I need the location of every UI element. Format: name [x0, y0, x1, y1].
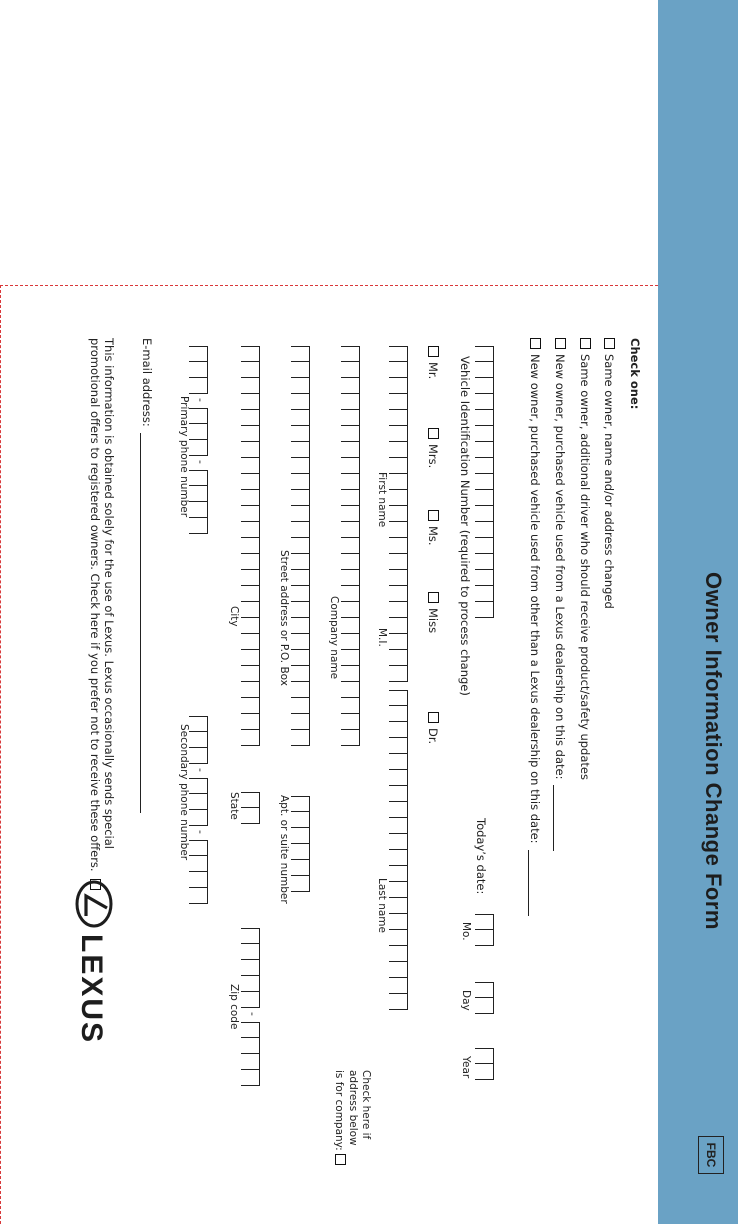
vin-label: Vehicle Identification Number (required to process change) — [458, 356, 472, 696]
input-cell[interactable] — [389, 474, 407, 490]
input-cell[interactable] — [241, 1070, 259, 1086]
email-line[interactable] — [140, 433, 153, 813]
input-cell[interactable] — [241, 960, 259, 976]
input-cell[interactable] — [389, 770, 407, 786]
input-cell[interactable] — [291, 362, 309, 378]
input-cell[interactable] — [389, 586, 407, 602]
input-cell[interactable] — [389, 882, 407, 898]
date-line[interactable] — [553, 785, 566, 851]
input-cell[interactable] — [475, 442, 493, 458]
input-cell[interactable] — [475, 490, 493, 506]
input-cell[interactable] — [341, 650, 359, 666]
input-cell[interactable] — [389, 618, 407, 634]
input-cell[interactable] — [241, 730, 259, 746]
input-cell[interactable] — [241, 490, 259, 506]
input-cell[interactable] — [341, 570, 359, 586]
input-cell[interactable] — [389, 570, 407, 586]
input-cell[interactable] — [189, 794, 207, 810]
year-field[interactable] — [475, 1048, 494, 1080]
input-cell[interactable] — [189, 810, 207, 826]
checkbox-icon[interactable] — [428, 712, 439, 723]
salutation-miss[interactable]: Miss — [426, 592, 440, 633]
input-cell[interactable] — [189, 408, 207, 424]
input-cell[interactable] — [241, 506, 259, 522]
input-cell[interactable] — [189, 840, 207, 856]
input-cell[interactable] — [341, 410, 359, 426]
apt-label: Apt. or suite number — [278, 795, 290, 904]
input-cell[interactable] — [241, 792, 259, 808]
input-cell[interactable] — [475, 522, 493, 538]
input-cell[interactable] — [291, 682, 309, 698]
input-cell[interactable] — [341, 634, 359, 650]
secondary-phone-prefix[interactable] — [189, 778, 208, 826]
input-cell[interactable] — [475, 458, 493, 474]
secondary-phone-label: Secondary phone number — [178, 724, 190, 861]
input-cell[interactable] — [389, 962, 407, 978]
option-3[interactable]: New owner, purchased vehicle used from a Lexus dealership on this date: — [553, 338, 567, 851]
salutation-mr[interactable]: Mr. — [426, 346, 440, 379]
state-label: State — [228, 792, 240, 820]
input-cell[interactable] — [291, 666, 309, 682]
input-cell[interactable] — [241, 698, 259, 714]
input-cell[interactable] — [475, 982, 493, 998]
input-cell[interactable] — [241, 538, 259, 554]
input-cell[interactable] — [389, 538, 407, 554]
input-cell[interactable] — [241, 442, 259, 458]
input-cell[interactable] — [389, 994, 407, 1010]
input-cell[interactable] — [189, 362, 207, 378]
input-cell[interactable] — [241, 474, 259, 490]
input-cell[interactable] — [341, 378, 359, 394]
input-cell[interactable] — [389, 442, 407, 458]
input-cell[interactable] — [241, 650, 259, 666]
salutation-ms[interactable]: Ms. — [426, 510, 440, 546]
input-cell[interactable] — [341, 490, 359, 506]
input-cell[interactable] — [241, 1022, 259, 1038]
input-cell[interactable] — [241, 586, 259, 602]
input-cell[interactable] — [341, 586, 359, 602]
input-cell[interactable] — [241, 634, 259, 650]
input-cell[interactable] — [389, 346, 407, 362]
lexus-emblem-icon — [70, 880, 114, 928]
input-cell[interactable] — [341, 458, 359, 474]
input-cell[interactable] — [475, 570, 493, 586]
input-cell[interactable] — [291, 828, 309, 844]
input-cell[interactable] — [341, 442, 359, 458]
apt-field[interactable] — [291, 796, 310, 892]
input-cell[interactable] — [475, 554, 493, 570]
input-cell[interactable] — [241, 1038, 259, 1054]
first-name-label: First name — [376, 472, 388, 528]
input-cell[interactable] — [291, 602, 309, 618]
input-cell[interactable] — [189, 748, 207, 764]
primary-phone-label: Primary phone number — [178, 396, 190, 518]
input-cell[interactable] — [291, 346, 309, 362]
input-cell[interactable] — [341, 554, 359, 570]
input-cell[interactable] — [241, 394, 259, 410]
input-cell[interactable] — [291, 714, 309, 730]
input-cell[interactable] — [291, 844, 309, 860]
input-cell[interactable] — [389, 930, 407, 946]
input-cell[interactable] — [475, 506, 493, 522]
input-cell[interactable] — [389, 978, 407, 994]
input-cell[interactable] — [389, 754, 407, 770]
input-cell[interactable] — [341, 538, 359, 554]
input-cell[interactable] — [189, 888, 207, 904]
input-cell[interactable] — [241, 992, 259, 1008]
input-cell[interactable] — [189, 502, 207, 518]
input-cell[interactable] — [389, 650, 407, 666]
input-cell[interactable] — [475, 998, 493, 1014]
input-cell[interactable] — [291, 506, 309, 522]
street-field[interactable] — [291, 346, 310, 746]
input-cell[interactable] — [389, 362, 407, 378]
input-cell[interactable] — [389, 410, 407, 426]
input-cell[interactable] — [389, 506, 407, 522]
input-cell[interactable] — [389, 818, 407, 834]
input-cell[interactable] — [341, 474, 359, 490]
input-cell[interactable] — [189, 378, 207, 394]
input-cell[interactable] — [341, 394, 359, 410]
input-cell[interactable] — [341, 362, 359, 378]
zip-label: Zip code — [228, 984, 240, 1030]
input-cell[interactable] — [291, 410, 309, 426]
input-cell[interactable] — [389, 946, 407, 962]
checkbox-icon[interactable] — [530, 338, 541, 349]
city-label: City — [228, 606, 240, 627]
company-check[interactable]: Check here if address below is for company: — [332, 1070, 372, 1170]
city-field[interactable] — [241, 346, 260, 746]
input-cell[interactable] — [189, 872, 207, 888]
checkbox-icon[interactable] — [335, 1154, 346, 1165]
input-cell[interactable] — [291, 442, 309, 458]
input-cell[interactable] — [475, 1064, 493, 1080]
company-name-field[interactable] — [341, 346, 360, 746]
input-cell[interactable] — [291, 650, 309, 666]
vin-field[interactable] — [475, 346, 494, 618]
secondary-phone-area[interactable] — [189, 716, 208, 764]
input-cell[interactable] — [291, 586, 309, 602]
input-cell[interactable] — [241, 976, 259, 992]
input-cell[interactable] — [341, 730, 359, 746]
input-cell[interactable] — [341, 426, 359, 442]
input-cell[interactable] — [341, 506, 359, 522]
year-label: Year — [460, 1056, 472, 1079]
input-cell[interactable] — [389, 394, 407, 410]
primary-phone-area[interactable] — [189, 346, 208, 394]
salutation-mrs[interactable]: Mrs. — [426, 428, 440, 468]
input-cell[interactable] — [389, 834, 407, 850]
input-cell[interactable] — [475, 410, 493, 426]
input-cell[interactable] — [291, 730, 309, 746]
primary-phone-line[interactable] — [189, 470, 208, 534]
input-cell[interactable] — [389, 554, 407, 570]
input-cell[interactable] — [189, 518, 207, 534]
input-cell[interactable] — [341, 698, 359, 714]
mi-label: M.I. — [376, 628, 388, 647]
input-cell[interactable] — [291, 490, 309, 506]
option-2[interactable]: Same owner, additional driver who should receive product/safety updates — [578, 338, 592, 780]
input-cell[interactable] — [241, 426, 259, 442]
input-cell[interactable] — [291, 554, 309, 570]
change-form: Owner Information Change Form FBC Check one: Same owner, name and/or address changed Same owner, additional driver who should receive product/safety updates New owner, purchased vehicle used from a Lexus dealership on this date: New owner, purchased vehicle used from other than a Lexus dealership on this date: Vehicle Identification Number (required to process change) Today’s date: Mo. Day Year Mr. Mrs. Ms. Miss Dr. First name M.I. Last name Check here if address below is for company: Company name Street address or P.O. Box Apt. or suite number - City State Zip code - - - - Primary phone number Secondary phone number E-mail address: This information is obtained solely for the use of Lexus. Lexus occasionally sends special promotional offers to registered owners. Check here if you prefer not to receive these offers. LEXUS — [0, 0, 738, 1224]
primary-phone-prefix[interactable] — [189, 408, 208, 456]
month-field[interactable] — [475, 914, 494, 946]
input-cell[interactable] — [241, 602, 259, 618]
input-cell[interactable] — [389, 378, 407, 394]
input-cell[interactable] — [241, 618, 259, 634]
input-cell[interactable] — [341, 602, 359, 618]
input-cell[interactable] — [241, 458, 259, 474]
input-cell[interactable] — [291, 426, 309, 442]
input-cell[interactable] — [389, 850, 407, 866]
input-cell[interactable] — [291, 618, 309, 634]
input-cell[interactable] — [241, 522, 259, 538]
form-title: Owner Information Change Form — [701, 572, 726, 930]
input-cell[interactable] — [241, 808, 259, 824]
email-field[interactable]: E-mail address: — [140, 338, 154, 813]
input-cell[interactable] — [241, 682, 259, 698]
input-cell[interactable] — [475, 346, 493, 362]
input-cell[interactable] — [241, 378, 259, 394]
input-cell[interactable] — [189, 732, 207, 748]
input-cell[interactable] — [389, 490, 407, 506]
input-cell[interactable] — [189, 470, 207, 486]
input-cell[interactable] — [189, 778, 207, 794]
last-name-field[interactable] — [389, 690, 408, 1010]
input-cell[interactable] — [341, 714, 359, 730]
date-line[interactable] — [528, 850, 541, 916]
input-cell[interactable] — [389, 866, 407, 882]
option-1[interactable]: Same owner, name and/or address changed — [602, 338, 616, 609]
input-cell[interactable] — [475, 394, 493, 410]
input-cell[interactable] — [189, 424, 207, 440]
input-cell[interactable] — [389, 690, 407, 706]
zip-field-main[interactable] — [241, 928, 260, 1008]
todays-date-label: Today’s date: — [474, 818, 488, 895]
input-cell[interactable] — [291, 570, 309, 586]
input-cell[interactable] — [341, 682, 359, 698]
input-cell[interactable] — [189, 346, 207, 362]
input-cell[interactable] — [241, 570, 259, 586]
input-cell[interactable] — [389, 706, 407, 722]
checkbox-icon[interactable] — [428, 346, 439, 357]
checkbox-icon[interactable] — [428, 428, 439, 439]
input-cell[interactable] — [389, 522, 407, 538]
input-cell[interactable] — [341, 522, 359, 538]
input-cell[interactable] — [389, 602, 407, 618]
checkbox-icon[interactable] — [555, 338, 566, 349]
input-cell[interactable] — [241, 928, 259, 944]
input-cell[interactable] — [291, 876, 309, 892]
lexus-logo-text: LEXUS — [75, 934, 108, 1045]
form-code-badge: FBC — [698, 1136, 724, 1174]
day-label: Day — [460, 990, 472, 1011]
input-cell[interactable] — [389, 914, 407, 930]
input-cell[interactable] — [475, 538, 493, 554]
input-cell[interactable] — [291, 394, 309, 410]
state-field[interactable] — [241, 792, 260, 824]
input-cell[interactable] — [475, 602, 493, 618]
salutation-dr[interactable]: Dr. — [426, 712, 440, 744]
input-cell[interactable] — [241, 666, 259, 682]
input-cell[interactable] — [241, 1054, 259, 1070]
input-cell[interactable] — [389, 722, 407, 738]
input-cell[interactable] — [241, 714, 259, 730]
month-label: Mo. — [460, 922, 472, 941]
input-cell[interactable] — [189, 716, 207, 732]
checkbox-icon[interactable] — [580, 338, 591, 349]
input-cell[interactable] — [475, 914, 493, 930]
day-field[interactable] — [475, 982, 494, 1014]
input-cell[interactable] — [241, 944, 259, 960]
input-cell[interactable] — [389, 898, 407, 914]
input-cell[interactable] — [389, 634, 407, 650]
input-cell[interactable] — [389, 426, 407, 442]
check-one-label: Check one: — [628, 338, 642, 410]
input-cell[interactable] — [189, 486, 207, 502]
input-cell[interactable] — [291, 860, 309, 876]
input-cell[interactable] — [291, 474, 309, 490]
option-4[interactable]: New owner, purchased vehicle used from other than a Lexus dealership on this date: — [528, 338, 542, 916]
input-cell[interactable] — [241, 362, 259, 378]
input-cell[interactable] — [389, 802, 407, 818]
zip-field-ext[interactable] — [241, 1022, 260, 1086]
input-cell[interactable] — [475, 378, 493, 394]
input-cell[interactable] — [389, 786, 407, 802]
input-cell[interactable] — [389, 458, 407, 474]
input-cell[interactable] — [189, 856, 207, 872]
secondary-phone-line[interactable] — [189, 840, 208, 904]
input-cell[interactable] — [341, 346, 359, 362]
checkbox-icon[interactable] — [428, 510, 439, 521]
input-cell[interactable] — [241, 346, 259, 362]
input-cell[interactable] — [475, 474, 493, 490]
input-cell[interactable] — [475, 362, 493, 378]
input-cell[interactable] — [341, 666, 359, 682]
checkbox-icon[interactable] — [604, 338, 615, 349]
input-cell[interactable] — [291, 698, 309, 714]
company-name-label: Company name — [328, 596, 340, 680]
input-cell[interactable] — [291, 378, 309, 394]
street-label: Street address or P.O. Box — [278, 550, 290, 686]
input-cell[interactable] — [389, 666, 407, 682]
input-cell[interactable] — [475, 930, 493, 946]
input-cell[interactable] — [189, 440, 207, 456]
checkbox-icon[interactable] — [428, 592, 439, 603]
input-cell[interactable] — [241, 554, 259, 570]
input-cell[interactable] — [475, 426, 493, 442]
first-name-field[interactable] — [389, 346, 408, 682]
input-cell[interactable] — [291, 796, 309, 812]
input-cell[interactable] — [291, 634, 309, 650]
input-cell[interactable] — [291, 522, 309, 538]
input-cell[interactable] — [389, 738, 407, 754]
input-cell[interactable] — [475, 1048, 493, 1064]
input-cell[interactable] — [475, 586, 493, 602]
last-name-label: Last name — [376, 878, 388, 933]
input-cell[interactable] — [241, 410, 259, 426]
input-cell[interactable] — [341, 618, 359, 634]
input-cell[interactable] — [291, 812, 309, 828]
disclaimer: This information is obtained solely for the use of Lexus. Lexus occasionally sends special promotional offers to registered owners. Check here if you prefer not to receive these offers. — [88, 338, 116, 895]
input-cell[interactable] — [291, 538, 309, 554]
input-cell[interactable] — [291, 458, 309, 474]
